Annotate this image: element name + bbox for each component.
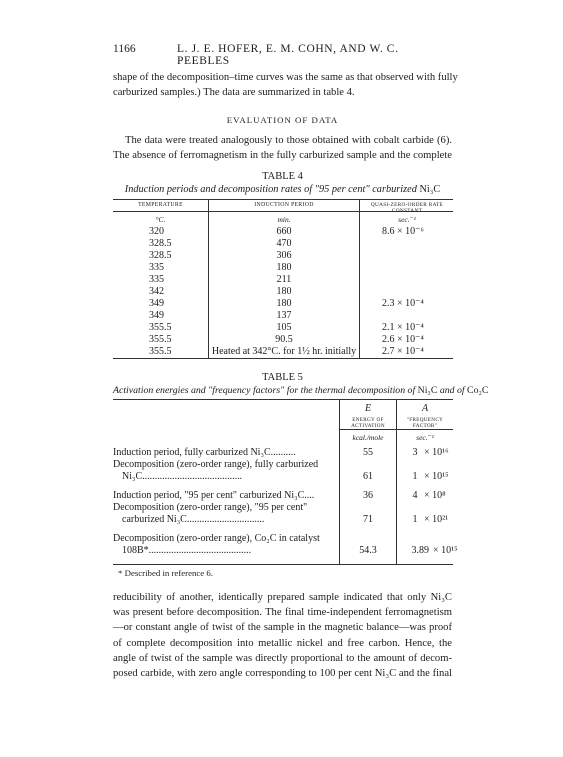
table4-induction: 180: [276, 286, 292, 297]
running-authors: L. J. E. HOFER, E. M. COHN, AND W. C. PEEBLES: [177, 43, 399, 67]
table4-col-rate: QUASI-ZERO-ORDER RATE CONSTANT: [370, 202, 444, 214]
table4-temp: 355.5: [149, 334, 172, 345]
table5-row-label: Decomposition (zero-order range), "95 per cent": [113, 502, 308, 513]
table4-temp: 342: [149, 286, 164, 297]
closing-paragraph: [113, 590, 452, 681]
page-number: 1166: [113, 43, 136, 55]
table4-temp: 355.5: [149, 346, 172, 357]
table4-rate: 2.3 × 10⁻⁴: [382, 298, 424, 309]
table4-col-induction: INDUCTION PERIOD: [254, 202, 314, 208]
table5-A-coef: 4: [412, 490, 418, 501]
table5-subtitle-formula: Ni₃C: [417, 385, 438, 396]
table4-induction: 470: [276, 238, 292, 249]
section-paragraph: [113, 133, 452, 163]
text-line: posed carbide, with zero angle corresponding to 100 per cent Ni₃C and the final: [113, 668, 452, 680]
table5-subtitle-text: Activation energies and "frequency factors" for the thermal decomposition of: [113, 385, 416, 396]
table4-subtitle-formula: Ni₃C: [419, 184, 441, 195]
table4-unit-temperature: °C.: [155, 215, 166, 224]
table4-induction: Heated at 342°C. for 1½ hr. initially: [211, 346, 357, 357]
text-line: was present before decomposition. The final time-independent ferromagnetism: [113, 607, 452, 619]
table4-rate: 2.1 × 10⁻⁴: [382, 322, 424, 333]
table5-E-value: 71: [363, 514, 373, 525]
table4-induction: 180: [276, 298, 292, 309]
table4-induction: 105: [276, 322, 292, 333]
table5-bottom-rule: [113, 564, 453, 565]
table5-E-value: 61: [363, 471, 373, 482]
text-line: The absence of ferromagnetism in the fully carburized sample and the complete: [113, 150, 452, 162]
table5-col-E-label: ENERGY OF ACTIVATION: [351, 417, 385, 429]
table5-subtitle-text: and of: [439, 385, 465, 396]
table5-row-label: Decomposition (zero-order range), fully carburized: [113, 459, 319, 470]
table5-A-coef: 3: [412, 447, 418, 458]
table4-rate: 2.6 × 10⁻⁴: [382, 334, 424, 345]
table4-subtitle-text: Induction periods and decomposition rates of "95 per cent" carburized: [124, 184, 417, 195]
table4-rate: 8.6 × 10⁻⁶: [382, 226, 424, 237]
table5-E-value: 55: [363, 447, 373, 458]
table4-temp: 328.5: [149, 250, 172, 261]
table5-row-label: Induction period, "95 per cent" carburized Ni₃C....: [113, 490, 315, 501]
table5-col-A: A: [421, 403, 429, 414]
table4-caption: TABLE 4: [262, 171, 303, 182]
table5-header-rule: [339, 429, 453, 430]
table5-caption: TABLE 5: [262, 372, 303, 383]
text-line: The data were treated analogously to those obtained with cobalt carbide (6).: [125, 135, 452, 146]
table4-col-temperature: TEMPERATURE: [138, 202, 183, 208]
table4-subtitle: [113, 184, 452, 195]
table5-col-E: E: [364, 403, 372, 414]
table5-A-exp: × 10²¹: [424, 514, 449, 525]
table4-unit-induction: min.: [277, 215, 291, 224]
table5-E-value: 36: [363, 490, 373, 501]
table5-row-label: 108B*.........................................: [122, 545, 252, 556]
table4-induction: 660: [276, 226, 292, 237]
table5-unit-A: sec.⁻¹: [416, 433, 434, 442]
table5-col-A-label: "FREQUENCY FACTOR": [406, 417, 444, 429]
table4-temp: 355.5: [149, 322, 172, 333]
table5-row-label: carburized Ni₃C...............................: [122, 514, 265, 525]
table5-row-label: Decomposition (zero-order range), Co₂C in catalyst: [113, 533, 320, 544]
table4-rate: 2.7 × 10⁻⁴: [382, 346, 424, 357]
table5-subtitle-formula: Co₂C: [467, 385, 489, 396]
table5-A-exp: × 10⁸: [424, 490, 446, 501]
text-line: angle of twist of the sample was directly proportional to the amount of decom-: [113, 652, 452, 664]
text-line: reducibility of another, identically prepared sample indicated that only Ni₃C: [113, 592, 452, 603]
table4-bottom-rule: [113, 358, 453, 359]
table5-footnote: * Described in reference 6.: [118, 568, 214, 578]
table4-top-rule: [113, 199, 453, 200]
table4-unit-rate: sec.⁻¹: [398, 215, 416, 224]
text-line: —or constant angle of twist of the sample in the magnetic balance—was proof: [113, 622, 452, 634]
table4-temp: 335: [149, 274, 164, 285]
table4-temp: 335: [149, 262, 164, 273]
table4-temp: 349: [149, 298, 164, 309]
table4-induction: 306: [276, 250, 292, 261]
table5-A-exp: × 10¹⁵: [433, 545, 458, 556]
intro-paragraph: [113, 70, 458, 100]
table5-unit-E: kcal./mole: [352, 433, 384, 442]
table5-A-exp: × 10¹⁶: [424, 447, 449, 458]
text-line: shape of the decomposition–time curves was the same as that observed with fully: [113, 72, 458, 83]
table5-subtitle: [113, 385, 489, 396]
table4-temp: 320: [149, 226, 164, 237]
text-line: of complete decomposition into metallic nickel and free carbon. Hence, the: [113, 637, 452, 649]
table4-induction: 211: [276, 274, 292, 285]
table5-row-label: Ni₃C........................................: [122, 471, 243, 482]
table5-row-label: Induction period, fully carburized Ni₃C..........: [113, 447, 296, 458]
table4-induction: 137: [276, 310, 292, 321]
table5-A-coef: 1: [412, 514, 418, 525]
table5-A-exp: × 10¹⁵: [424, 471, 449, 482]
text-line: carburized samples.) The data are summarized in table 4.: [113, 87, 355, 99]
table5-A-coef: 1: [412, 471, 418, 482]
section-heading: EVALUATION OF DATA: [226, 115, 339, 125]
table4-induction: 90.5: [275, 334, 293, 345]
table4-induction: 180: [276, 262, 292, 273]
table5-E-value: 54.3: [359, 545, 377, 556]
table4-temp: 349: [149, 310, 164, 321]
table4-temp: 328.5: [149, 238, 172, 249]
table5-A-coef: 3.89: [411, 545, 429, 556]
table5-top-rule: [113, 399, 453, 400]
